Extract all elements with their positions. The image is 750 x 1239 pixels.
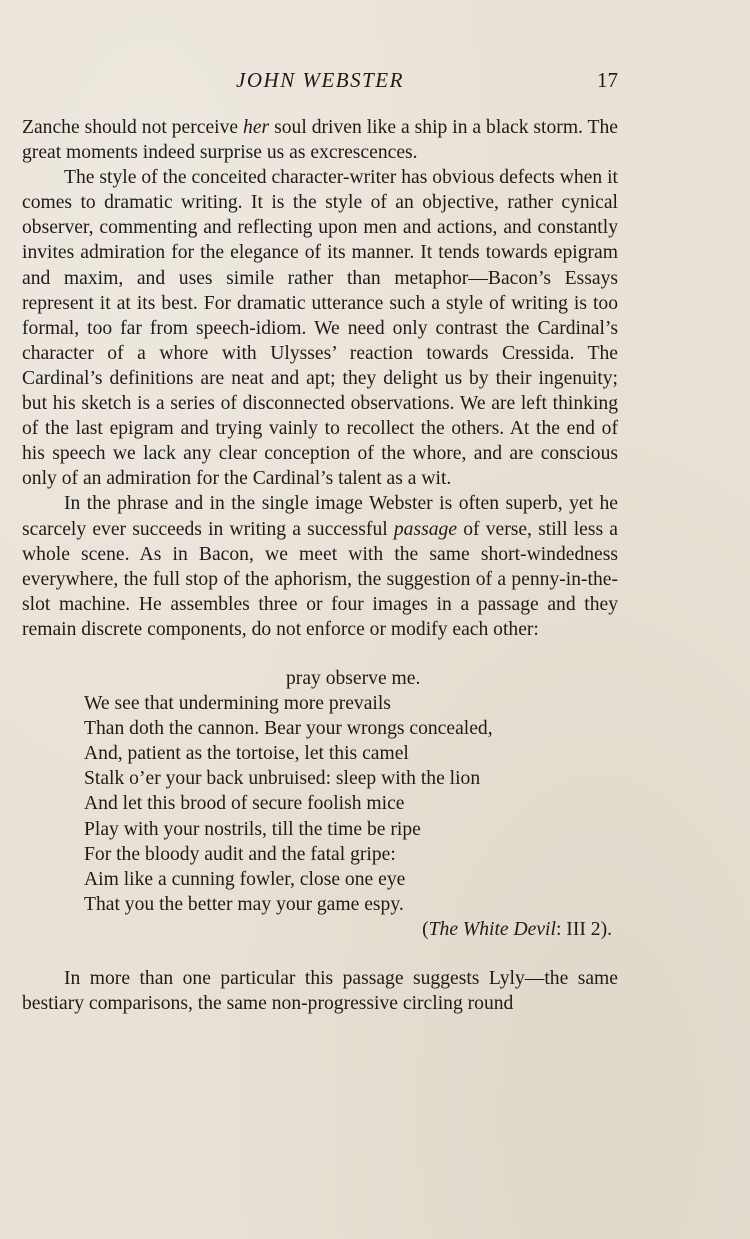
paragraph-3 bbox=[22, 491, 618, 642]
verse-line: We see that undermining more prevails bbox=[84, 693, 391, 715]
verse-line: And, patient as the tortoise, let this camel bbox=[84, 743, 409, 765]
paragraph-3-text-a: In the phrase and in the single image Webster is often superb, yet he scarcely ever succeeds in writing a successful bbox=[22, 493, 618, 540]
citation-work-title: The White Devil bbox=[428, 918, 556, 940]
verse-quotation bbox=[22, 666, 618, 917]
paragraph-1-text-a: Zanche should not perceive bbox=[22, 117, 244, 138]
verse-line: Play with your nostrils, till the time be ripe bbox=[84, 818, 421, 840]
paragraph-1 bbox=[22, 115, 618, 165]
citation-open: ( bbox=[422, 918, 429, 940]
verse-line: Aim like a cunning fowler, close one eye bbox=[84, 868, 406, 890]
citation-reference: : III 2). bbox=[555, 918, 612, 940]
paragraph-3-emphasis: passage bbox=[393, 518, 458, 540]
verse-line: That you the better may your game espy. bbox=[84, 893, 404, 915]
paragraph-2: The style of the conceited character-writer has obvious defects when it comes to dramatic writing. It is the style of an objective, rather cynical observer, commenting and reflecting upon men and actions, and constantly invites admiration for the elegance of its manner. It tends towards epigram and maxim, and uses simile rather than metaphor—Bacon’s Essays represent it at its best. For dramatic utterance such a style of writing is too formal, too far from speech-idiom. We need only contrast the Cardinal’s character of a whore with Ulysses’ reaction towards Cressida. The Cardinal’s definitions are neat and apt; they delight us by their ingenuity; but his sketch is a series of disconnected observations. We are left thinking of the last epigram and trying vainly to recollect the others. At the end of his speech we lack any clear conception of the whore, and are conscious only of an admiration for the Cardinal’s talent as a wit. bbox=[22, 167, 618, 490]
running-title: JOHN WEBSTER bbox=[236, 68, 404, 92]
paragraph-3-text-b: of verse, still less a whole scene. As in Bacon, we meet with the same short-windedness everywhere, the full stop of the aphorism, the suggestion of a penny-in-the-slot machine. He assembles three or four images in a passage and they remain discrete components, do not enforce or modify each other: bbox=[22, 518, 618, 640]
verse-citation bbox=[22, 917, 618, 942]
verse-line: Than doth the cannon. Bear your wrongs concealed, bbox=[84, 718, 493, 740]
paragraph-1-emphasis: her bbox=[243, 117, 270, 138]
paragraph-4: In more than one particular this passage suggests Lyly—the same bestiary comparisons, the same non-progressive circling round bbox=[22, 968, 618, 1015]
verse-line: Stalk o’er your back unbruised: sleep with the lion bbox=[84, 768, 481, 790]
paragraph-1-text-b: soul driven like a ship in a black storm. The great moments indeed surprise us as excrescences. bbox=[22, 117, 619, 164]
body-text bbox=[22, 115, 618, 1016]
verse-line: pray observe me. bbox=[286, 667, 421, 689]
page-number: 17 bbox=[597, 68, 618, 92]
verse-line: And let this brood of secure foolish mice bbox=[84, 793, 405, 815]
verse-line: For the bloody audit and the fatal gripe: bbox=[84, 843, 396, 865]
running-head bbox=[22, 64, 618, 96]
